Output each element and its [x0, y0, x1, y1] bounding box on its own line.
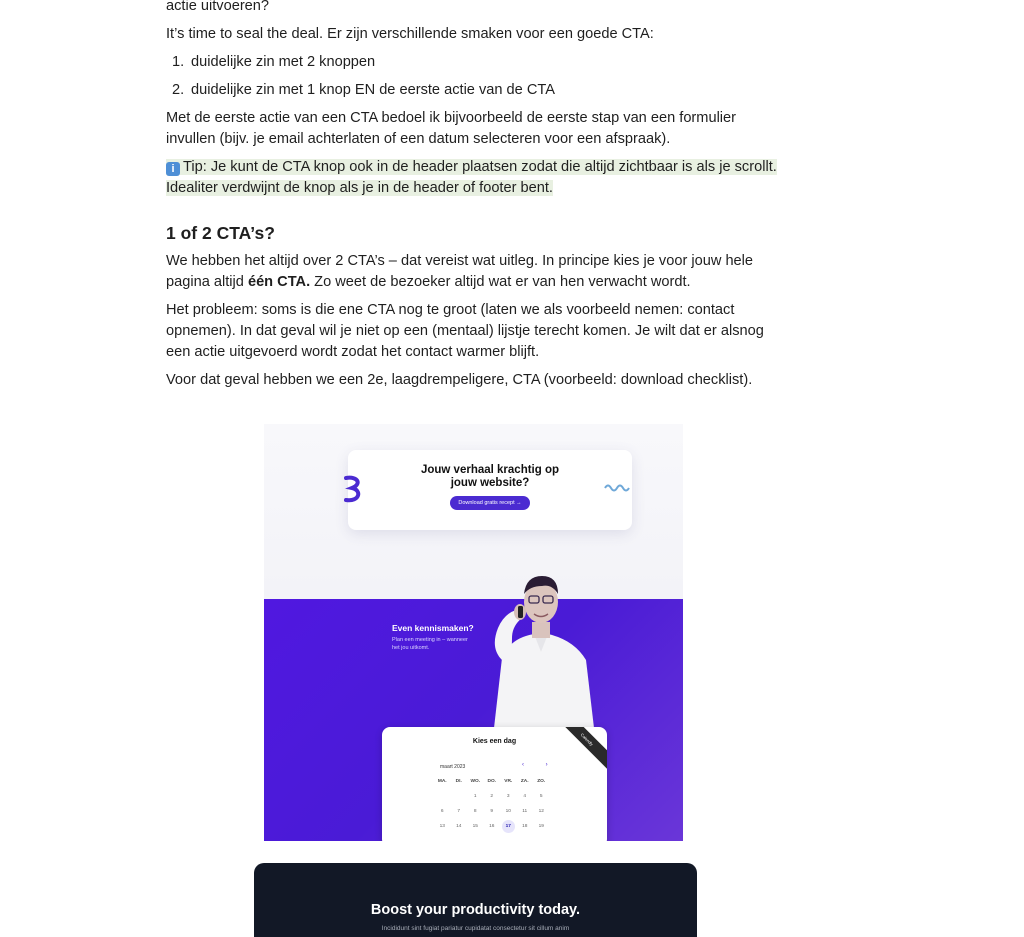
section-heading: 1 of 2 CTA’s? — [166, 223, 275, 243]
meeting-block — [392, 623, 474, 652]
calendar-day-cell[interactable] — [500, 824, 517, 833]
p1-bold: één CTA. — [247, 274, 311, 290]
productivity-cta-image — [254, 863, 697, 937]
productivity-subtitle: Incididunt sint fugiat pariatur cupidatat consectetur sit cillum anim — [381, 925, 570, 932]
calendar-day[interactable]: 19 — [538, 824, 544, 829]
p1-before: We hebben het altijd over 2 CTA’s – dat vereist wat uitleg. In principe kies je voor jouw hele pagina altijd — [166, 253, 754, 290]
calendar-weekday: VR. — [504, 779, 513, 784]
calendar-day[interactable]: 4 — [523, 794, 527, 799]
calendar-day[interactable]: 11 — [522, 809, 528, 814]
calendar-day[interactable]: 13 — [439, 824, 445, 829]
cta-card-title: Jouw verhaal krachtig op jouw website? — [420, 464, 560, 489]
blob-decoration-icon — [344, 474, 362, 504]
meeting-title: Even kennismaken? — [392, 623, 474, 633]
calendar-weekday: DO. — [487, 779, 497, 784]
calendar-day[interactable]: 7 — [457, 809, 461, 814]
paragraph-1 — [166, 251, 786, 293]
calendar-day[interactable]: 10 — [505, 809, 511, 814]
calendar-day[interactable]: 18 — [522, 824, 528, 829]
calendar-weekday: ZO. — [537, 779, 546, 784]
calendar-day[interactable]: 8 — [473, 809, 477, 814]
calendar-nav-icon[interactable]: ‹ › — [522, 762, 558, 768]
calendar-grid — [434, 779, 550, 833]
calendar-weekday: MA. — [437, 779, 447, 784]
list-number: 2. — [172, 82, 185, 98]
calendly-ribbon: Calendly — [554, 727, 607, 772]
calendar-day[interactable]: 14 — [456, 824, 462, 829]
tip-highlight — [166, 159, 777, 196]
calendar-day[interactable]: 2 — [490, 794, 494, 799]
calendar-day[interactable]: 1 — [473, 794, 477, 799]
tip-callout — [166, 157, 786, 199]
list-number: 1. — [172, 54, 185, 70]
calendar-widget — [382, 727, 607, 841]
calendar-day[interactable]: 16 — [489, 824, 495, 829]
cta-list — [166, 52, 786, 101]
calendar-day[interactable]: 6 — [440, 809, 444, 814]
calendar-day[interactable]: 9 — [490, 809, 494, 814]
calendar-day[interactable]: 15 — [472, 824, 478, 829]
cta-card — [348, 450, 632, 530]
cta-example-image — [264, 424, 683, 841]
calendar-month: maart 2023 — [440, 764, 466, 770]
calendar-day — [434, 794, 451, 799]
calendar-day — [451, 794, 468, 799]
calendar-day[interactable]: 3 — [506, 794, 510, 799]
meeting-subtitle: Plan een meeting in – wanneer het jou uitkomt. — [392, 637, 468, 651]
calendar-day[interactable]: 12 — [538, 809, 544, 814]
paragraph-first-action: Met de eerste actie van een CTA bedoel ik bijvoorbeeld de eerste stap van een formulier invullen (bijv. je email achterlaten of een datum selecteren voor een afspraak). — [166, 110, 737, 147]
paragraph-top: actie uitvoeren? — [166, 0, 270, 14]
list-item — [166, 80, 786, 101]
productivity-title: Boost your productivity today. — [370, 902, 581, 918]
info-icon: i — [166, 162, 180, 176]
download-button[interactable]: Download gratis recept → — [450, 496, 529, 510]
person-photo — [476, 568, 606, 728]
list-item — [166, 52, 786, 73]
list-text: duidelijke zin met 2 knoppen — [191, 54, 376, 70]
calendar-weekday: DI. — [455, 779, 462, 784]
calendar-weekday: ZA. — [520, 779, 529, 784]
paragraph-intro: It’s time to seal the deal. Er zijn verschillende smaken voor een goede CTA: — [166, 26, 654, 42]
calendar-weekday: WO. — [470, 779, 481, 784]
paragraph-2: Het probleem: soms is die ene CTA nog te groot (laten we als voorbeeld nemen: contact opnemen). In dat geval wil je niet op een (mentaal) lijstje terecht komen. Je wilt dat er alsnog een actie uitgevoerd wordt zodat het contact warmer blijft. — [166, 302, 764, 360]
tip-text: Tip: Je kunt de CTA knop ook in de header plaatsen zodat die altijd zichtbaar is als je scrollt. Idealiter verdwijnt de knop als je in de header of footer bent. — [166, 159, 777, 196]
paragraph-3: Voor dat geval hebben we een 2e, laagdrempeligere, CTA (voorbeeld: download checklist). — [166, 372, 753, 388]
calendar-day-selected[interactable]: 17 — [502, 820, 515, 833]
calendar-title: Kies een dag — [472, 738, 517, 745]
p1-after: Zo weet de bezoeker altijd wat er van hen verwacht wordt. — [310, 274, 691, 290]
article-body — [166, 0, 786, 398]
list-text: duidelijke zin met 1 knop EN de eerste actie van de CTA — [191, 82, 555, 98]
wave-decoration-icon — [604, 482, 632, 494]
calendar-day[interactable]: 5 — [539, 794, 543, 799]
